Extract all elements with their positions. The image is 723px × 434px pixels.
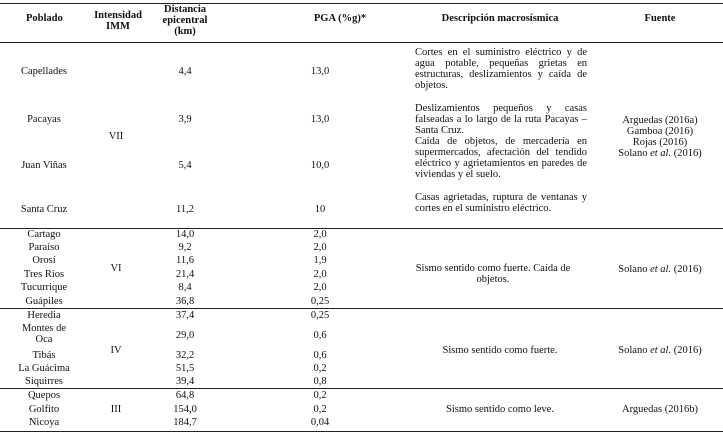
descripcion-santa-cruz: Casas agrietadas, ruptura de ventanas y cortes en el suministro eléctrico. [415, 192, 587, 214]
distancia-tibas: 32,2 [175, 350, 195, 361]
poblado-siquirres: Siquirres [25, 376, 63, 387]
distancia-quepos: 64,8 [175, 390, 195, 401]
poblado-guapiles: Guápiles [25, 296, 63, 307]
poblado-cartago: Cartago [27, 229, 61, 240]
distancia-siquirres: 39,4 [175, 376, 195, 387]
descripcion-pacayas: Deslizamientos pequeños y casas falseadas a lo largo de la ruta Pacayas – Santa Cruz. [415, 103, 587, 136]
intensity-vii: VII [108, 131, 124, 142]
fuente-vii-4 [600, 148, 720, 159]
header-distancia-1: Distancia [164, 4, 206, 15]
poblado-juan-vinas: Juan Viñas [21, 160, 67, 171]
poblado-montes-de-oca: Montes de Oca [21, 323, 67, 345]
pga-juan-vinas: 10,0 [310, 160, 330, 171]
distancia-cartago: 14,0 [175, 229, 195, 240]
pga-la-guacima: 0,2 [313, 363, 327, 374]
pga-tibas: 0,6 [313, 350, 327, 361]
distancia-montes-de-oca: 29,0 [175, 330, 195, 341]
pga-orosi: 1,9 [313, 255, 327, 266]
pga-quepos: 0,2 [313, 390, 327, 401]
intensity-iv: IV [110, 345, 122, 356]
distancia-tucurrique: 8,4 [178, 282, 192, 293]
descripcion-juan-vinas: Caída de objetos, de mercadería en supermercados, afectación del tendido eléctrico y agrietamientos en paredes de viviendas y el suelo. [415, 136, 587, 180]
distancia-orosi: 11,6 [176, 255, 194, 266]
pga-siquirres: 0,8 [313, 376, 327, 387]
distancia-pacayas: 3,9 [178, 114, 192, 125]
distancia-capellades: 4,4 [178, 66, 192, 77]
pga-golfito: 0,2 [313, 404, 327, 415]
fuente-vii-1 [600, 115, 720, 126]
distancia-paraiso: 9,2 [178, 242, 192, 253]
distancia-heredia: 37,4 [175, 310, 195, 321]
fuente-text: Gamboa (2016) [626, 126, 694, 137]
poblado-quepos: Quepos [27, 390, 61, 401]
distancia-la-guacima: 51,5 [175, 363, 195, 374]
fuente-etal: et al. [650, 264, 672, 275]
header-pga: PGA (%g)* [313, 13, 367, 24]
poblado-nicoya: Nicoya [28, 417, 60, 428]
poblado-orosi: Orosí [32, 255, 56, 266]
pga-capellades: 13,0 [310, 66, 330, 77]
poblado-paraiso: Paraíso [28, 242, 60, 253]
top-rule [0, 3, 723, 4]
descripcion-capellades: Cortes en el suministro eléctrico y de agua potable, pequeñas grietas en estructuras, deslizamientos y caída de objetos. [415, 47, 587, 91]
pga-tres-rios: 2,0 [313, 269, 327, 280]
header-intensidad-2: IMM [106, 21, 130, 32]
fuente-etal: et al. [650, 148, 672, 159]
poblado-golfito: Golfito [28, 404, 60, 415]
poblado-la-guacima: La Guácima [18, 363, 70, 374]
pga-nicoya: 0,04 [310, 417, 330, 428]
pga-heredia: 0,25 [310, 310, 330, 321]
fuente-year: (2016) [671, 264, 702, 275]
pga-paraiso: 2,0 [313, 242, 327, 253]
header-distancia-2: epicentral [162, 15, 208, 26]
fuente-text: Rojas (2016) [632, 137, 688, 148]
fuente-iv [600, 345, 720, 356]
fuente-year: (2016) [671, 345, 702, 356]
poblado-heredia: Heredia [27, 310, 61, 321]
poblado-tibas: Tibás [32, 350, 56, 361]
header-descripcion: Descripción macrosísmica [441, 13, 559, 24]
fuente-year: (2016) [671, 148, 702, 159]
fuente-text: Arguedas (2016a) [622, 115, 698, 126]
fuente-etal: et al. [650, 345, 672, 356]
descripcion-vi: Sismo sentido como fuerte. Caída de objetos. [415, 263, 571, 285]
distancia-tres-rios: 21,4 [175, 269, 195, 280]
pga-pacayas: 13,0 [310, 114, 330, 125]
intensity-vi: VI [110, 263, 122, 274]
pga-cartago: 2,0 [313, 229, 327, 240]
fuente-vi [600, 264, 720, 275]
header-poblado: Poblado [26, 13, 63, 24]
pga-santa-cruz: 10 [314, 204, 326, 215]
distancia-juan-vinas: 5,4 [178, 160, 192, 171]
distancia-guapiles: 36,8 [175, 296, 195, 307]
distancia-santa-cruz: 11,2 [176, 204, 194, 215]
fuente-text: Arguedas (2016b) [622, 404, 698, 415]
fuente-iii [600, 404, 720, 415]
pga-tucurrique: 2,0 [313, 282, 327, 293]
distancia-nicoya: 184,7 [173, 417, 197, 428]
fuente-text: Solano [618, 264, 651, 275]
header-rule [0, 42, 723, 43]
pga-montes-de-oca: 0,6 [313, 330, 327, 341]
poblado-tucurrique: Tucurrique [20, 282, 68, 293]
descripcion-iii: Sismo sentido como leve. [446, 404, 554, 415]
header-intensidad-1: Intensidad [94, 10, 142, 21]
fuente-vii-3 [600, 137, 720, 148]
poblado-capellades: Capellades [20, 66, 68, 77]
fuente-text: Solano [618, 345, 651, 356]
poblado-tres-rios: Tres Ríos [23, 269, 65, 280]
bottom-rule [0, 431, 723, 432]
distancia-golfito: 154,0 [173, 404, 197, 415]
header-fuente: Fuente [644, 13, 676, 24]
group-rule-iv [0, 308, 723, 309]
group-rule-vi [0, 228, 723, 229]
descripcion-iv: Sismo sentido como fuerte. [442, 345, 558, 356]
intensity-iii: III [110, 404, 122, 415]
poblado-pacayas: Pacayas [27, 114, 61, 125]
fuente-vii-2 [600, 126, 720, 137]
group-rule-iii [0, 388, 723, 389]
poblado-santa-cruz: Santa Cruz [20, 204, 68, 215]
header-distancia-3: (km) [174, 26, 196, 37]
fuente-text: Solano [618, 148, 651, 159]
pga-guapiles: 0,25 [310, 296, 330, 307]
